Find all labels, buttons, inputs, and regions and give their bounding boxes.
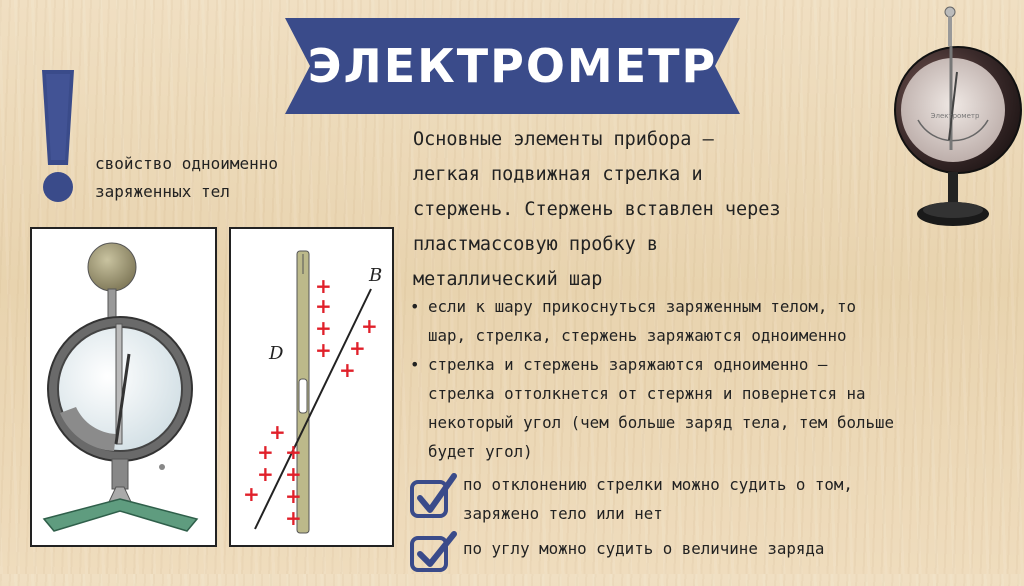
- bullet-line: некоторый угол (чем больше заряд тела, тем больше: [428, 413, 895, 432]
- plus-charge: +: [315, 316, 332, 340]
- page-title: ЭЛЕКТРОМЕТР: [307, 39, 718, 93]
- property-note: [95, 150, 375, 206]
- intro-line: легкая подвижная стрелка и: [413, 164, 703, 185]
- note-line: свойство одноименно: [95, 154, 279, 173]
- plus-charge: +: [315, 294, 332, 318]
- intro-line: стержень. Стержень вставлен через: [413, 199, 781, 220]
- bullet-line: будет угол): [428, 442, 533, 461]
- plus-charge: +: [361, 314, 378, 338]
- label-b: B: [369, 265, 383, 286]
- plus-charge: +: [315, 274, 332, 298]
- note-line: заряженных тел: [95, 182, 230, 201]
- plus-charge: +: [285, 484, 302, 508]
- bullet-dot-icon: •: [410, 297, 420, 316]
- bullet-line: шар, стрелка, стержень заряжаются одноименно: [428, 326, 847, 345]
- intro-paragraph: [413, 122, 883, 297]
- check-item: [408, 530, 1008, 586]
- plus-charge: +: [339, 358, 356, 382]
- bullet-list: [408, 292, 1018, 466]
- bullet-dot-icon: •: [410, 355, 420, 374]
- list-item: [408, 292, 1018, 350]
- checkbox-check-icon: [408, 530, 458, 574]
- exclamation-icon: [38, 70, 78, 205]
- plus-charge: +: [285, 462, 302, 486]
- rod-needle-diagram: [231, 229, 392, 545]
- electrometer-photo: [893, 0, 1024, 240]
- check-line: по отклонению стрелки можно судить о том,: [463, 475, 853, 494]
- bullet-line: стрелка и стержень заряжаются одноименно –: [428, 355, 828, 374]
- bullet-line: стрелка оттолкнется от стержня и повернется на: [428, 384, 866, 403]
- electrometer-diagram: [32, 229, 215, 545]
- plus-charge: +: [285, 440, 302, 464]
- plus-charge: +: [315, 338, 332, 362]
- intro-line: металлический шар: [413, 269, 603, 290]
- label-d: D: [269, 343, 284, 364]
- plus-charge: +: [243, 482, 260, 506]
- plus-charge: +: [285, 506, 302, 530]
- dial-label: Электрометр: [930, 112, 980, 120]
- bullet-line: если к шару прикоснуться заряженным телом, то: [428, 297, 856, 316]
- check-item: [408, 470, 1008, 526]
- intro-line: Основные элементы прибора –: [413, 129, 714, 150]
- check-text: [463, 534, 1003, 563]
- title-banner: [285, 16, 740, 116]
- checkbox-check-icon: [408, 470, 458, 520]
- plus-charge: +: [269, 420, 286, 444]
- check-text: [463, 470, 1003, 528]
- plus-charge: +: [257, 440, 274, 464]
- plus-charge: +: [257, 462, 274, 486]
- check-line: по углу можно судить о величине заряда: [463, 539, 825, 558]
- plus-charge: +: [349, 336, 366, 360]
- check-line: заряжено тело или нет: [463, 504, 663, 523]
- charged-rod-diagram: [229, 227, 394, 547]
- intro-line: пластмассовую пробку в: [413, 234, 659, 255]
- list-item: [408, 350, 1018, 466]
- electrometer-drawing: [30, 227, 217, 547]
